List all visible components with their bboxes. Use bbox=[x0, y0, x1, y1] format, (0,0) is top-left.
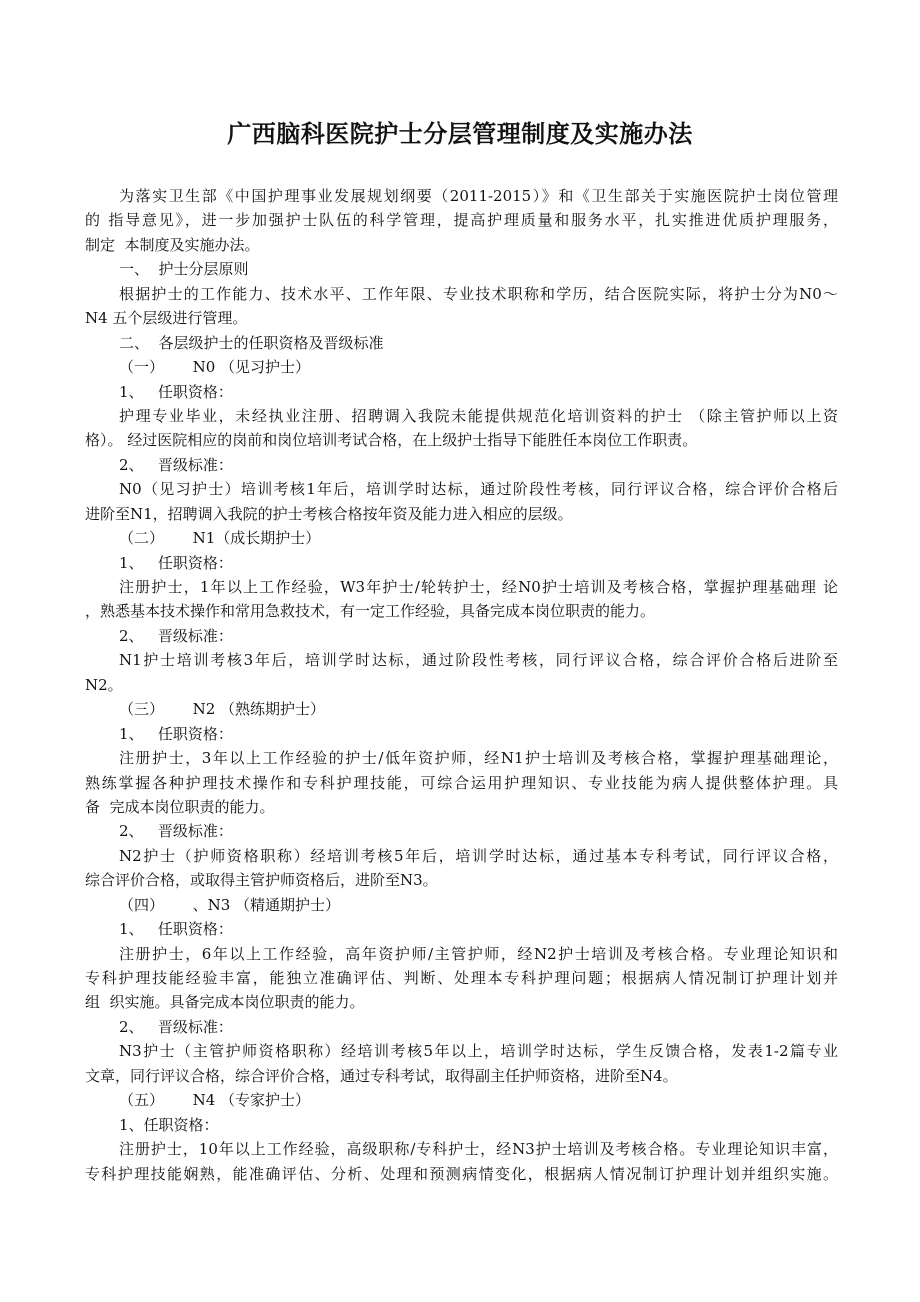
document-line: ，熟悉基本技术操作和常用急救技术，有一定工作经验，具备完成本岗位职责的能力。 bbox=[85, 602, 656, 621]
document-line: 二、 各层级护士的任职资格及晋级标准 bbox=[119, 333, 384, 352]
document-title: 广西脑科医院护士分层管理制度及实施办法 bbox=[227, 119, 693, 148]
document-line: 1、 任职资格： bbox=[119, 553, 233, 572]
document-line: 根据护士的工作能力、技术水平、工作年限、专业技术职称和学历，结合医院实际，将护士分为N0～ bbox=[119, 284, 838, 303]
document-line: 2、 晋级标准： bbox=[119, 455, 233, 474]
document-line: 注册护士，3年以上工作经验的护士/低年资护师，经N1护士培训及考核合格，掌握护理基础理论， bbox=[119, 749, 838, 768]
document-line: 2、 晋级标准： bbox=[119, 1017, 233, 1036]
document-line: 综合评价合格，或取得主管护师资格后，进阶至N3。 bbox=[85, 871, 438, 890]
document-line: 一、 护士分层原则 bbox=[119, 260, 249, 279]
document-line: N1护士培训考核3年后，培训学时达标，通过阶段性考核，同行评议合格，综合评价合格后进阶至 bbox=[119, 651, 838, 670]
document-line: 组 织实施。具备完成本岗位职责的能力。 bbox=[85, 993, 365, 1012]
document-line: 备 完成本岗位职责的能力。 bbox=[85, 797, 275, 816]
document-line: 注册护士，10年以上工作经验，高级职称/专科护士，经N3护士培训及考核合格。专业理论知识丰富， bbox=[119, 1140, 838, 1159]
document-line: 专科护理技能娴熟，能准确评估、分析、处理和预测病情变化，根据病人情况制订护理计划并组织实施。 bbox=[85, 1164, 838, 1183]
document-line: N2护士（护师资格职称）经培训考核5年后，培训学时达标，通过基本专科考试，同行评议合格， bbox=[119, 846, 838, 865]
document-line: 的 指导意见》，进一步加强护士队伍的科学管理，提高护理质量和服务水平，扎实推进优质护理服务， bbox=[85, 211, 838, 230]
document-line: （一） N0 （见习护士） bbox=[119, 358, 311, 377]
document-line: （五） N4 （专家护士） bbox=[119, 1091, 311, 1110]
document-line: 制定 本制度及实施办法。 bbox=[85, 235, 260, 254]
document-line: 1、任职资格： bbox=[119, 1115, 219, 1134]
document-line: 为落实卫生部《中国护理事业发展规划纲要（2011-2015）》和《卫生部关于实施医院护士岗位管理 bbox=[119, 187, 838, 205]
document-line: 格）。 经过医院相应的岗前和岗位培训考试合格，在上级护士指导下能胜任本岗位工作职责。 bbox=[85, 431, 698, 450]
document-body bbox=[85, 184, 838, 1186]
document-line: （四） 、N3 （精通期护士） bbox=[119, 895, 341, 914]
document-line: 1、 任职资格： bbox=[119, 382, 233, 401]
document-line: N4 五个层级进行管理。 bbox=[85, 309, 248, 328]
document-line: N0（见习护士）培训考核1年后，培训学时达标，通过阶段性考核，同行评议合格，综合评价合格后 bbox=[119, 480, 838, 499]
document-line: （二） N1（成长期护士） bbox=[119, 529, 321, 548]
document-line: N2。 bbox=[85, 675, 123, 694]
document-line: 注册护士，1年以上工作经验，W3年护士/轮转护士，经N0护士培训及考核合格，掌握护理基础理 论 bbox=[119, 578, 838, 596]
document-line: 2、 晋级标准： bbox=[119, 626, 233, 645]
document-line: 1、 任职资格： bbox=[119, 920, 233, 939]
document-line: 护理专业毕业，未经执业注册、招聘调入我院未能提供规范化培训资料的护士 （除主管护师以上资 bbox=[119, 406, 838, 425]
document-line: 专科护理技能经验丰富，能独立准确评估、判断、处理本专科护理问题；根据病人情况制订护理计划并 bbox=[85, 969, 838, 987]
document-line: 1、 任职资格： bbox=[119, 724, 233, 743]
document-line: N3护士（主管护师资格职称）经培训考核5年以上，培训学时达标，学生反馈合格，发表1-2篇专业 bbox=[119, 1042, 838, 1061]
document-line: 进阶至N1，招聘调入我院的护士考核合格按年资及能力进入相应的层级。 bbox=[85, 504, 573, 523]
document-line: （三） N2 （熟练期护士） bbox=[119, 700, 326, 719]
document-line: 文章，同行评议合格，综合评价合格，通过专科考试，取得副主任护师资格，进阶至N4。 bbox=[85, 1066, 678, 1085]
document-line: 2、 晋级标准： bbox=[119, 822, 233, 841]
document-line: 注册护士，6年以上工作经验，高年资护师/主管护师，经N2护士培训及考核合格。专业理论知识和 bbox=[119, 944, 838, 963]
document-line: 熟练掌握各种护理技术操作和专科护理技能，可综合运用护理知识、专业技能为病人提供整体护理。具 bbox=[85, 773, 838, 792]
